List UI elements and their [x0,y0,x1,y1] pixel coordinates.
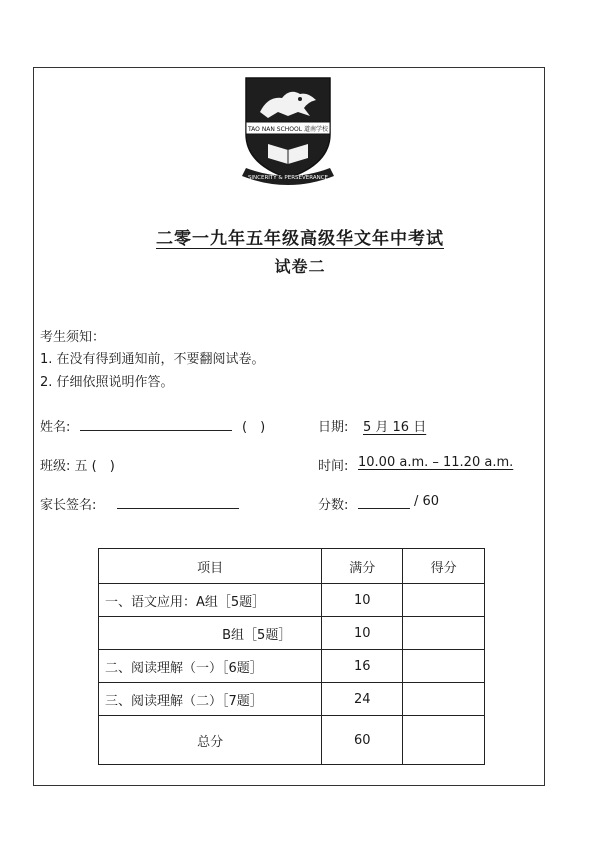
row-item: 一、语文应用：A组［5题］ [99,584,322,617]
row-item: B组［5题］ [99,617,322,650]
instruction-item-1: 1. 在没有得到通知前，不要翻阅试卷。 [40,352,265,367]
header-score: 得分 [403,549,485,584]
row-item: 二、阅读理解（一）［6题］ [99,650,322,683]
total-full-marks: 60 [322,716,403,765]
row-score-cell[interactable] [403,584,485,617]
name-label: 姓名: [40,420,71,435]
score-total: / 60 [414,494,440,509]
school-crest-logo [238,72,338,190]
table-header-row [99,549,485,584]
time-value: 10.00 a.m. – 11.20 a.m. [358,455,514,470]
score-field[interactable] [358,494,410,509]
score-label: 分数: [318,498,349,513]
crest-motto: SINCERITY & PERSEVERANCE [247,175,329,181]
parent-signature-label: 家长签名: [40,498,97,513]
row-full-marks: 10 [322,584,403,617]
row-score-cell[interactable] [403,683,485,716]
row-full-marks: 10 [322,617,403,650]
row-full-marks: 16 [322,650,403,683]
crest-school-name: TAO NAN SCHOOL 道南学校 [247,126,329,133]
name-field[interactable] [80,416,232,431]
class-label: 班级: 五 ( ) [40,459,115,474]
row-full-marks: 24 [322,683,403,716]
exam-title: 二零一九年五年级高级华文年中考试 [156,229,444,249]
instructions-heading: 考生须知： [40,330,106,345]
row-score-cell[interactable] [403,617,485,650]
total-score-cell[interactable] [403,716,485,765]
total-label: 总分 [99,716,322,765]
table-row [99,683,485,716]
row-item: 三、阅读理解（二）［7题］ [99,683,322,716]
score-table [98,548,485,765]
date-value: 5 月 16 日 [363,420,427,435]
table-row [99,584,485,617]
table-row [99,650,485,683]
table-total-row [99,716,485,765]
class-number-field[interactable]: ( ) [242,420,266,435]
paper-subtitle: 试卷二 [274,257,326,276]
table-row [99,617,485,650]
header-item: 项目 [99,549,322,584]
header-full-marks: 满分 [322,549,403,584]
time-label: 时间: [318,459,349,474]
row-score-cell[interactable] [403,650,485,683]
parent-signature-field[interactable] [117,494,239,509]
date-label: 日期: [318,420,349,435]
instruction-item-2: 2. 仔细依照说明作答。 [40,375,174,390]
